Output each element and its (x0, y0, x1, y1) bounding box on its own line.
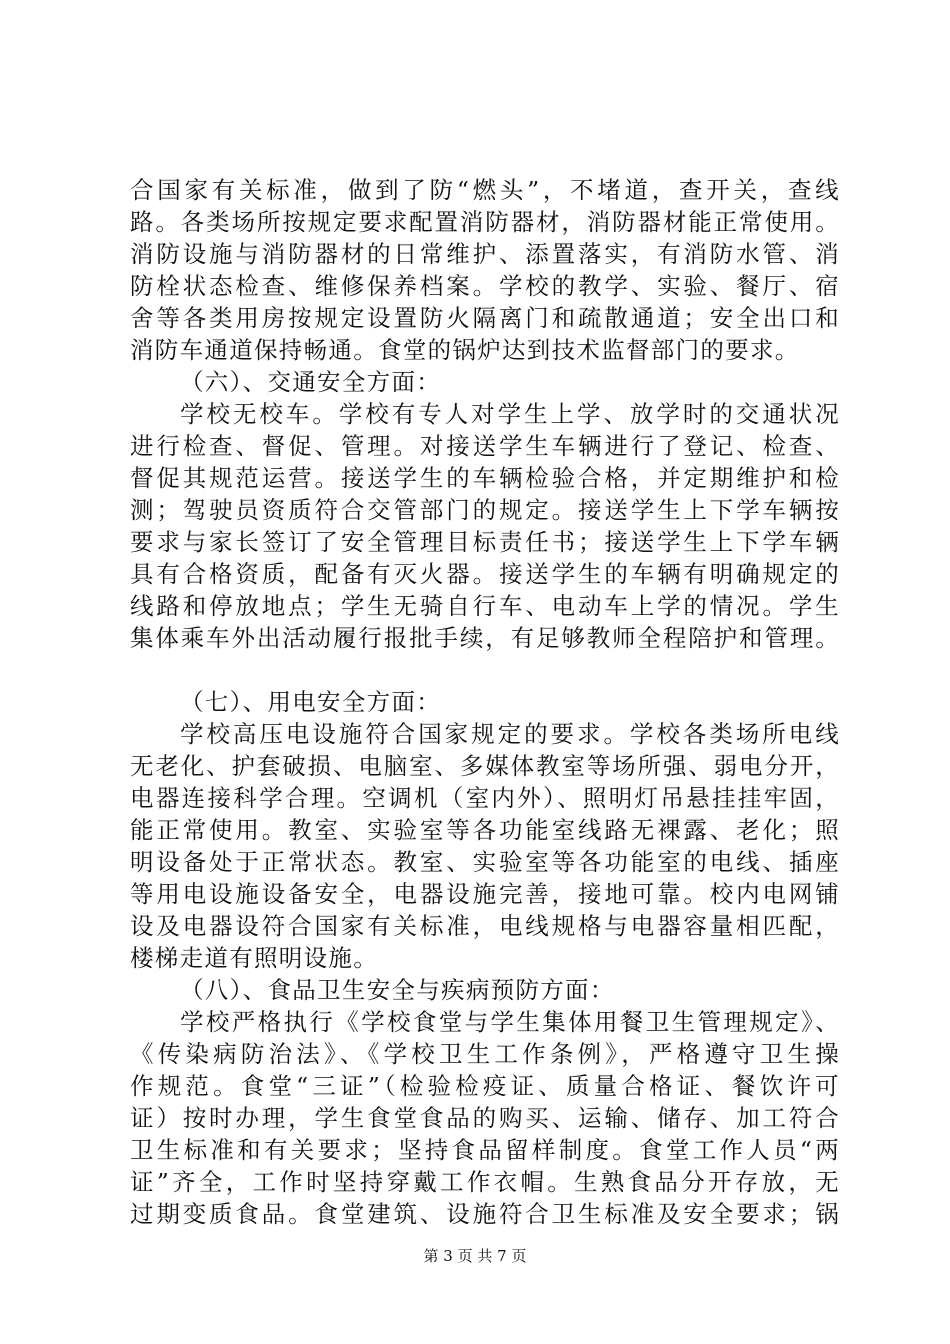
paragraph-line: 设及电器设符合国家有关标准，电线规格与电器容量相匹配， (130, 912, 840, 940)
section-heading: （八）、食品卫生安全与疾病预防方面： (180, 976, 615, 1004)
page-footer: 第 3 页 共 7 页 (423, 1247, 527, 1265)
paragraph-line: 明设备处于正常状态。教室、实验室等各功能室的电线、插座 (130, 848, 840, 876)
paragraph-line: 等用电设施设备安全，电器设施完善，接地可靠。校内电网铺 (130, 880, 840, 908)
paragraph-line: 路。各类场所按规定要求配置消防器材，消防器材能正常使用。 (130, 208, 840, 236)
paragraph-line: 作规范。食堂“三证”（检验检疫证、质量合格证、餐饮许可 (130, 1072, 840, 1100)
paragraph-line: 过期变质食品。食堂建筑、设施符合卫生标准及安全要求；锅 (130, 1200, 840, 1228)
paragraph-line: 《传染病防治法》、《学校卫生工作条例》，严格遵守卫生操 (130, 1040, 840, 1068)
blank-line (130, 654, 840, 686)
paragraph-line: 测；驾驶员资质符合交管部门的规定。接送学生上下学车辆按 (130, 496, 840, 524)
paragraph-line: 具有合格资质，配备有灭火器。接送学生的车辆有明确规定的 (130, 560, 840, 588)
paragraph-line: 学校严格执行《学校食堂与学生集体用餐卫生管理规定》、 (180, 1008, 840, 1036)
paragraph-line: 防栓状态检查、维修保养档案。学校的教学、实验、餐厅、宿 (130, 272, 840, 300)
paragraph-line: 学校高压电设施符合国家规定的要求。学校各类场所电线 (180, 720, 840, 748)
paragraph-line: 督促其规范运营。接送学生的车辆检验合格，并定期维护和检 (130, 464, 840, 492)
paragraph-line: 证”齐全，工作时坚持穿戴工作衣帽。生熟食品分开存放，无 (130, 1168, 840, 1196)
paragraph-line: 集体乘车外出活动履行报批手续，有足够教师全程陪护和管理。 (130, 624, 840, 652)
paragraph-line: 证）按时办理，学生食堂食品的购买、运输、储存、加工符合 (130, 1104, 840, 1132)
paragraph-line: 电器连接科学合理。空调机（室内外）、照明灯吊悬挂挂牢固， (130, 784, 840, 812)
paragraph-line: 楼梯走道有照明设施。 (130, 944, 378, 972)
paragraph-line: 消防设施与消防器材的日常维护、添置落实，有消防水管、消 (130, 240, 840, 268)
paragraph-line: 无老化、护套破损、电脑室、多媒体教室等场所强、弱电分开， (130, 752, 840, 780)
section-heading: （七）、用电安全方面： (180, 688, 442, 716)
paragraph-line: 能正常使用。教室、实验室等各功能室线路无裸露、老化；照 (130, 816, 840, 844)
paragraph-line: 合国家有关标准，做到了防“燃头”，不堵道，查开关，查线 (130, 176, 840, 204)
paragraph-line: 要求与家长签订了安全管理目标责任书；接送学生上下学车辆 (130, 528, 840, 556)
paragraph-line: 卫生标准和有关要求；坚持食品留样制度。食堂工作人员“两 (130, 1136, 840, 1164)
paragraph-line: 进行检查、督促、管理。对接送学生车辆进行了登记、检查、 (130, 432, 840, 460)
document-body (130, 174, 840, 1230)
paragraph-line: 线路和停放地点；学生无骑自行车、电动车上学的情况。学生 (130, 592, 840, 620)
section-heading: （六）、交通安全方面： (180, 368, 442, 396)
paragraph-line: 消防车通道保持畅通。食堂的锅炉达到技术监督部门的要求。 (130, 336, 800, 364)
paragraph-line: 舍等各类用房按规定设置防火隔离门和疏散通道；安全出口和 (130, 304, 840, 332)
paragraph-line: 学校无校车。学校有专人对学生上学、放学时的交通状况 (180, 400, 840, 428)
